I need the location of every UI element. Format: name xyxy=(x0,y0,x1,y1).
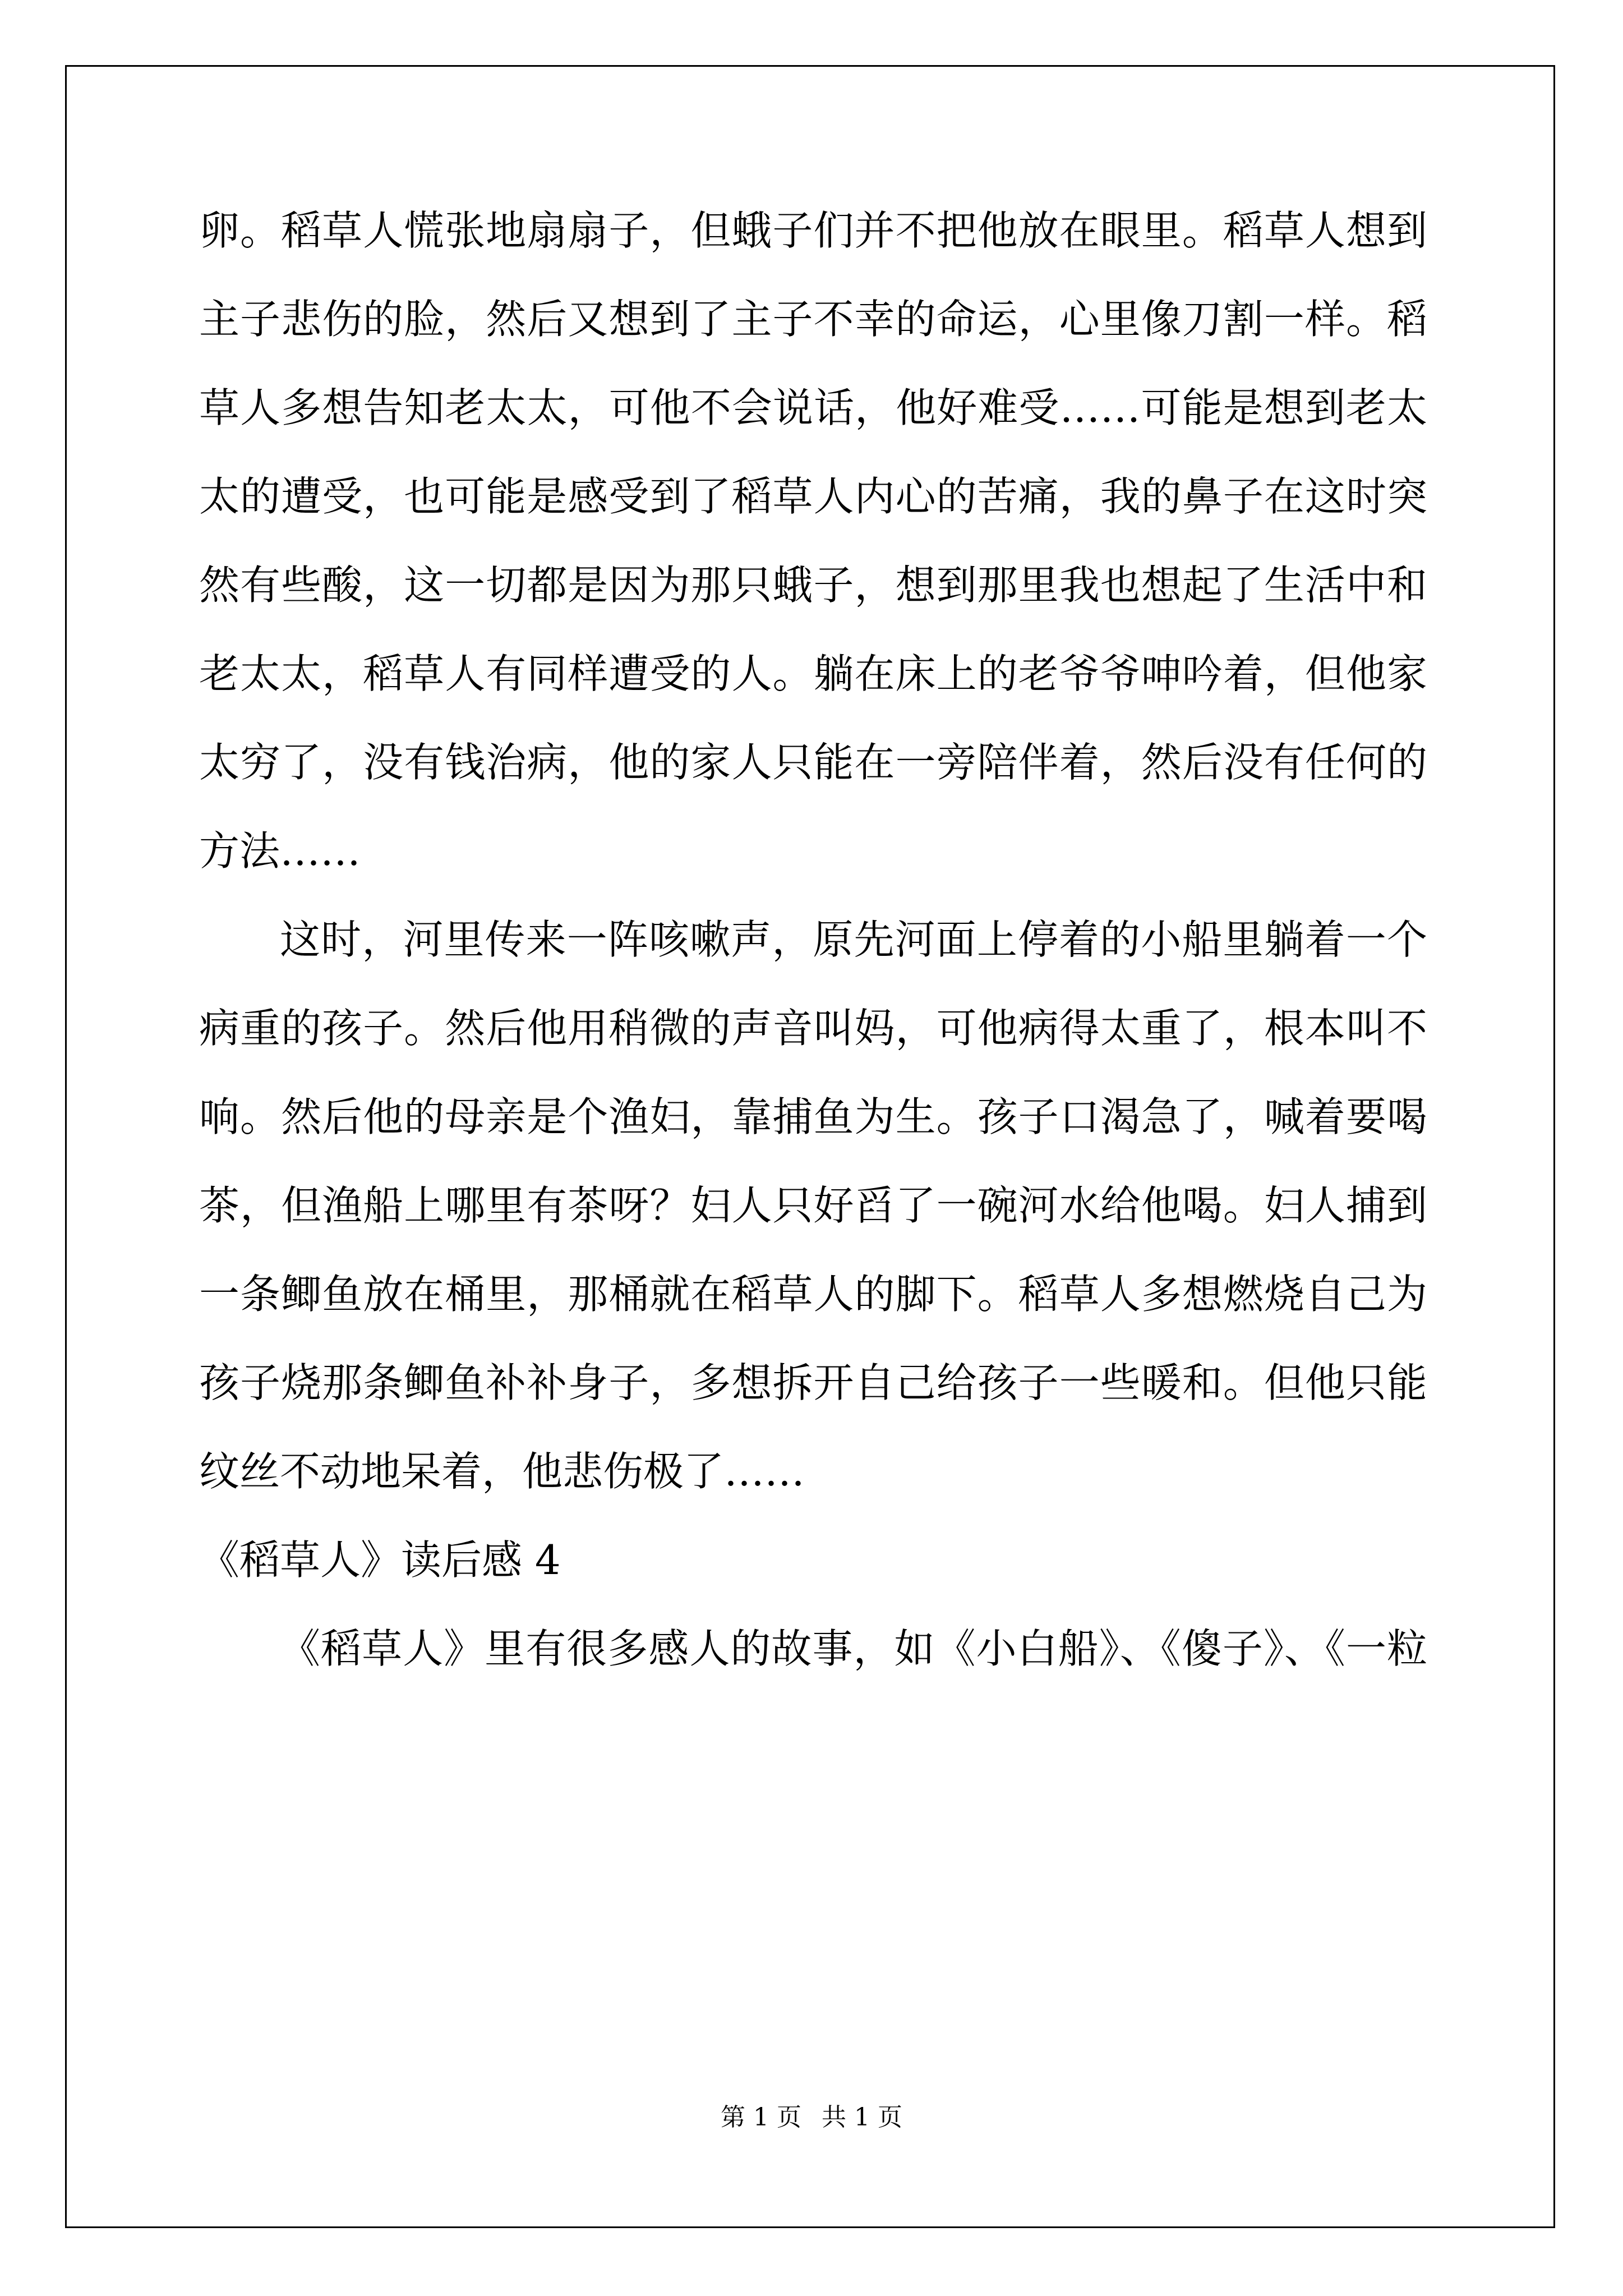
text-line: 这时，河里传来一阵咳嗽声，原先河面上停着的小船里躺着一个 xyxy=(280,916,1427,963)
text-line: 老太太，稻草人有同样遭受的人。躺在床上的老爷爷呻吟着，但他家 xyxy=(199,650,1427,697)
text-line: 然有些酸，这一切都是因为那只蛾子，想到那里我也想起了生活中和 xyxy=(199,562,1427,609)
page-number: 第 1 页 xyxy=(721,2103,801,2132)
paragraph-1 xyxy=(199,207,1427,919)
text-line: 一条鲫鱼放在桶里，那桶就在稻草人的脚下。稻草人多想燃烧自己为 xyxy=(199,1271,1427,1318)
paragraph-3 xyxy=(199,1625,1427,1717)
document-body xyxy=(199,207,1427,1717)
section-heading: 《稻草人》读后感 4 xyxy=(199,1536,561,1584)
text-line: 主子悲伤的脸，然后又想到了主子不幸的命运，心里像刀割一样。稻 xyxy=(199,296,1427,343)
text-line: 病重的孩子。然后他用稍微的声音叫妈，可他病得太重了，根本叫不 xyxy=(199,1005,1427,1052)
text-line: 卵。稻草人慌张地扇扇子，但蛾子们并不把他放在眼里。稻草人想到 xyxy=(199,207,1427,254)
text-line: 太的遭受，也可能是感受到了稻草人内心的苦痛，我的鼻子在这时突 xyxy=(199,473,1427,520)
page-footer xyxy=(0,2097,1623,2133)
text-line: 茶，但渔船上哪里有茶呀？妇人只好舀了一碗河水给他喝。妇人捕到 xyxy=(199,1182,1427,1229)
text-line: 响。然后他的母亲是个渔妇，靠捕鱼为生。孩子口渴急了，喊着要喝 xyxy=(199,1093,1427,1140)
text-line: 纹丝不动地呆着，他悲伤极了…… xyxy=(199,1448,805,1495)
text-line: 《稻草人》里有很多感人的故事，如《小白船》、《傻子》、《一粒 xyxy=(280,1625,1427,1672)
text-line: 孩子烧那条鲫鱼补补身子，多想拆开自己给孩子一些暖和。但他只能 xyxy=(199,1359,1427,1406)
paragraph-2 xyxy=(199,916,1427,1540)
text-line: 草人多想告知老太太，可他不会说话，他好难受……可能是想到老太 xyxy=(199,384,1427,431)
total-pages: 共 1 页 xyxy=(822,2103,902,2132)
text-line: 太穷了，没有钱治病，他的家人只能在一旁陪伴着，然后没有任何的 xyxy=(199,739,1427,786)
text-line: 方法…… xyxy=(199,827,361,875)
